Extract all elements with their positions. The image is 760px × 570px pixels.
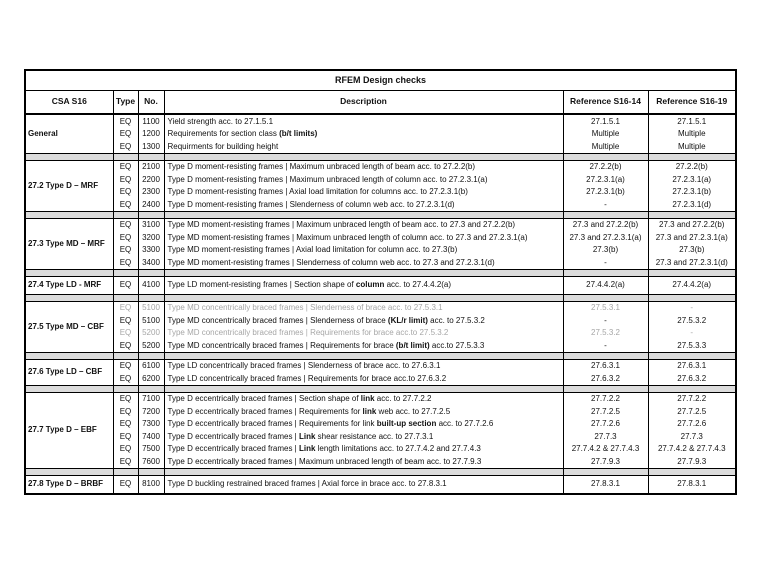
cell-ref-s16-19: 27.2.3.1(b) [648, 186, 736, 199]
cell-ref-s16-19: Multiple [648, 140, 736, 153]
section-separator [25, 269, 736, 276]
table-title: RFEM Design checks [25, 70, 736, 91]
table-row [25, 218, 736, 231]
cell-no: 7500 [138, 443, 164, 456]
table-row [25, 314, 736, 327]
section-name-27-7: 27.7 Type D – EBF [25, 392, 113, 468]
cell-no: 6200 [138, 372, 164, 385]
cell-type: EQ [113, 372, 138, 385]
section-separator [25, 352, 736, 359]
cell-description: Type D eccentrically braced frames | Requirements for link web acc. to 27.7.2.5 [164, 405, 563, 418]
cell-ref-s16-14: 27.8.3.1 [563, 475, 648, 494]
cell-type: EQ [113, 276, 138, 294]
cell-description: Type D eccentrically braced frames | Maximum unbraced length of beam acc. to 27.7.9.3 [164, 455, 563, 468]
cell-type: EQ [113, 301, 138, 314]
cell-no: 1300 [138, 140, 164, 153]
cell-ref-s16-14: 27.6.3.1 [563, 359, 648, 372]
cell-type: EQ [113, 128, 138, 141]
section-name-27-8: 27.8 Type D – BRBF [25, 475, 113, 494]
cell-ref-s16-19: 27.7.2.2 [648, 392, 736, 405]
table-row [25, 173, 736, 186]
cell-no: 1100 [138, 114, 164, 128]
cell-description: Type MD concentrically braced frames | Requirements for brace acc.to 27.5.3.2 [164, 327, 563, 340]
cell-ref-s16-14: Multiple [563, 128, 648, 141]
cell-ref-s16-14: 27.3 and 27.2.2(b) [563, 218, 648, 231]
column-header-type: Type [113, 91, 138, 115]
cell-type: EQ [113, 218, 138, 231]
cell-no: 5100 [138, 314, 164, 327]
cell-type: EQ [113, 443, 138, 456]
cell-type: EQ [113, 314, 138, 327]
table-row [25, 327, 736, 340]
cell-ref-s16-14: - [563, 198, 648, 211]
cell-type: EQ [113, 418, 138, 431]
cell-description: Type MD moment-resisting frames | Maximum unbraced length of column acc. to 27.3 and 27.2.3.1(a) [164, 231, 563, 244]
cell-ref-s16-19: 27.6.3.2 [648, 372, 736, 385]
cell-no: 5200 [138, 327, 164, 340]
cell-ref-s16-14: 27.5.3.1 [563, 301, 648, 314]
cell-no: 3400 [138, 256, 164, 269]
cell-ref-s16-14: 27.6.3.2 [563, 372, 648, 385]
cell-no: 6100 [138, 359, 164, 372]
table-row [25, 256, 736, 269]
page [24, 69, 735, 495]
table-row [25, 430, 736, 443]
cell-ref-s16-14: 27.3(b) [563, 244, 648, 257]
cell-ref-s16-19: - [648, 301, 736, 314]
cell-description: Type LD concentrically braced frames | Slenderness of brace acc. to 27.6.3.1 [164, 359, 563, 372]
table-row [25, 140, 736, 153]
cell-no: 7200 [138, 405, 164, 418]
cell-ref-s16-19: 27.4.4.2(a) [648, 276, 736, 294]
cell-description: Type MD concentrically braced frames | Requirements for brace (b/t limit) acc.to 27.5.3.3 [164, 339, 563, 352]
cell-ref-s16-19: 27.3 and 27.2.3.1(d) [648, 256, 736, 269]
cell-ref-s16-19: 27.7.2.5 [648, 405, 736, 418]
cell-no: 2300 [138, 186, 164, 199]
column-header-reference-s16-14: Reference S16-14 [563, 91, 648, 115]
cell-ref-s16-14: 27.2.3.1(b) [563, 186, 648, 199]
cell-type: EQ [113, 231, 138, 244]
cell-type: EQ [113, 256, 138, 269]
cell-ref-s16-14: 27.7.2.5 [563, 405, 648, 418]
column-header-reference-s16-19: Reference S16-19 [648, 91, 736, 115]
cell-description: Type MD moment-resisting frames | Axial load limitation for column acc. to 27.3(b) [164, 244, 563, 257]
cell-description: Type D moment-resisting frames | Maximum unbraced length of column acc. to 27.2.3.1(a) [164, 173, 563, 186]
cell-ref-s16-14: 27.3 and 27.2.3.1(a) [563, 231, 648, 244]
table-row [25, 301, 736, 314]
cell-ref-s16-14: 27.4.4.2(a) [563, 276, 648, 294]
cell-ref-s16-19: Multiple [648, 128, 736, 141]
cell-no: 2200 [138, 173, 164, 186]
cell-type: EQ [113, 405, 138, 418]
cell-ref-s16-14: 27.2.3.1(a) [563, 173, 648, 186]
cell-no: 5100 [138, 301, 164, 314]
cell-ref-s16-14: 27.1.5.1 [563, 114, 648, 128]
cell-ref-s16-19: 27.7.3 [648, 430, 736, 443]
cell-no: 1200 [138, 128, 164, 141]
cell-description: Requirments for building height [164, 140, 563, 153]
table-row [25, 455, 736, 468]
cell-description: Type D eccentrically braced frames | Requirements for link built-up section acc. to 27.7.2.6 [164, 418, 563, 431]
cell-description: Yield strength acc. to 27.1.5.1 [164, 114, 563, 128]
table-row [25, 276, 736, 294]
table-row [25, 186, 736, 199]
cell-no: 7400 [138, 430, 164, 443]
section-name-27-3: 27.3 Type MD – MRF [25, 218, 113, 269]
cell-no: 7100 [138, 392, 164, 405]
cell-ref-s16-14: 27.7.2.2 [563, 392, 648, 405]
cell-description: Type D eccentrically braced frames | Link shear resistance acc. to 27.7.3.1 [164, 430, 563, 443]
table-header-row [25, 91, 736, 115]
cell-ref-s16-19: 27.5.3.3 [648, 339, 736, 352]
table-row [25, 359, 736, 372]
cell-ref-s16-19: 27.5.3.2 [648, 314, 736, 327]
cell-ref-s16-14: 27.7.2.6 [563, 418, 648, 431]
cell-ref-s16-14: 27.7.9.3 [563, 455, 648, 468]
cell-description: Requirements for section class (b/t limits) [164, 128, 563, 141]
section-separator [25, 468, 736, 475]
cell-ref-s16-14: Multiple [563, 140, 648, 153]
cell-description: Type D buckling restrained braced frames | Axial force in brace acc. to 27.8.3.1 [164, 475, 563, 494]
cell-type: EQ [113, 198, 138, 211]
cell-ref-s16-19: 27.7.9.3 [648, 455, 736, 468]
table-row [25, 339, 736, 352]
cell-ref-s16-14: - [563, 314, 648, 327]
cell-no: 3200 [138, 231, 164, 244]
table-row [25, 160, 736, 173]
cell-description: Type MD concentrically braced frames | Slenderness of brace acc. to 27.5.3.1 [164, 301, 563, 314]
cell-description: Type MD moment-resisting frames | Maximum unbraced length of beam acc. to 27.3 and 27.2.2(b) [164, 218, 563, 231]
cell-ref-s16-19: 27.6.3.1 [648, 359, 736, 372]
cell-type: EQ [113, 430, 138, 443]
cell-ref-s16-19: 27.7.2.6 [648, 418, 736, 431]
cell-no: 3100 [138, 218, 164, 231]
cell-ref-s16-19: 27.2.3.1(d) [648, 198, 736, 211]
cell-no: 7600 [138, 455, 164, 468]
cell-ref-s16-19: 27.3 and 27.2.2(b) [648, 218, 736, 231]
cell-description: Type MD concentrically braced frames | Slenderness of brace (KL/r limit) acc. to 27.5.3.2 [164, 314, 563, 327]
table-row [25, 231, 736, 244]
cell-type: EQ [113, 160, 138, 173]
table-title-row [25, 70, 736, 91]
cell-ref-s16-19: 27.3 and 27.2.3.1(a) [648, 231, 736, 244]
section-name-27-4: 27.4 Type LD - MRF [25, 276, 113, 294]
cell-no: 2400 [138, 198, 164, 211]
section-separator [25, 385, 736, 392]
cell-no: 2100 [138, 160, 164, 173]
cell-ref-s16-14: 27.5.3.2 [563, 327, 648, 340]
cell-type: EQ [113, 392, 138, 405]
cell-description: Type LD moment-resisting frames | Section shape of column acc. to 27.4.4.2(a) [164, 276, 563, 294]
table-row [25, 443, 736, 456]
section-name-27-5: 27.5 Type MD – CBF [25, 301, 113, 352]
table-row [25, 405, 736, 418]
table-row [25, 372, 736, 385]
cell-ref-s16-14: 27.7.4.2 & 27.7.4.3 [563, 443, 648, 456]
section-name-27-6: 27.6 Type LD – CBF [25, 359, 113, 385]
design-checks-table [24, 69, 737, 495]
cell-no: 5200 [138, 339, 164, 352]
section-separator [25, 211, 736, 218]
cell-description: Type D eccentrically braced frames | Link length limitations acc. to 27.7.4.2 and 27.7.4.3 [164, 443, 563, 456]
column-header-description: Description [164, 91, 563, 115]
table-row [25, 418, 736, 431]
table-row [25, 128, 736, 141]
section-separator [25, 294, 736, 301]
cell-no: 7300 [138, 418, 164, 431]
cell-no: 8100 [138, 475, 164, 494]
table-row [25, 392, 736, 405]
cell-type: EQ [113, 173, 138, 186]
cell-type: EQ [113, 475, 138, 494]
cell-description: Type D eccentrically braced frames | Section shape of link acc. to 27.7.2.2 [164, 392, 563, 405]
cell-ref-s16-14: - [563, 256, 648, 269]
table-row [25, 244, 736, 257]
cell-description: Type D moment-resisting frames | Slenderness of column web acc. to 27.2.3.1(d) [164, 198, 563, 211]
table-row [25, 198, 736, 211]
cell-ref-s16-19: 27.1.5.1 [648, 114, 736, 128]
cell-type: EQ [113, 455, 138, 468]
cell-ref-s16-19: 27.2.3.1(a) [648, 173, 736, 186]
cell-ref-s16-14: 27.2.2(b) [563, 160, 648, 173]
cell-type: EQ [113, 244, 138, 257]
column-header-no: No. [138, 91, 164, 115]
cell-ref-s16-14: 27.7.3 [563, 430, 648, 443]
cell-ref-s16-19: 27.8.3.1 [648, 475, 736, 494]
cell-description: Type MD moment-resisting frames | Slenderness of column web acc. to 27.3 and 27.2.3.1(d) [164, 256, 563, 269]
cell-ref-s16-19: 27.2.2(b) [648, 160, 736, 173]
cell-type: EQ [113, 327, 138, 340]
section-name-general: General [25, 114, 113, 153]
cell-type: EQ [113, 339, 138, 352]
cell-ref-s16-19: - [648, 327, 736, 340]
table-row [25, 475, 736, 494]
cell-no: 4100 [138, 276, 164, 294]
cell-ref-s16-14: - [563, 339, 648, 352]
cell-ref-s16-19: 27.3(b) [648, 244, 736, 257]
cell-description: Type D moment-resisting frames | Maximum unbraced length of beam acc. to 27.2.2(b) [164, 160, 563, 173]
table-row [25, 114, 736, 128]
cell-ref-s16-19: 27.7.4.2 & 27.7.4.3 [648, 443, 736, 456]
cell-type: EQ [113, 186, 138, 199]
section-name-27-2: 27.2 Type D – MRF [25, 160, 113, 211]
cell-description: Type LD concentrically braced frames | Requirements for brace acc.to 27.6.3.2 [164, 372, 563, 385]
cell-no: 3300 [138, 244, 164, 257]
cell-description: Type D moment-resisting frames | Axial load limitation for columns acc. to 27.2.3.1(b) [164, 186, 563, 199]
cell-type: EQ [113, 140, 138, 153]
cell-type: EQ [113, 359, 138, 372]
column-header-csa-s16: CSA S16 [25, 91, 113, 115]
cell-type: EQ [113, 114, 138, 128]
section-separator [25, 153, 736, 160]
